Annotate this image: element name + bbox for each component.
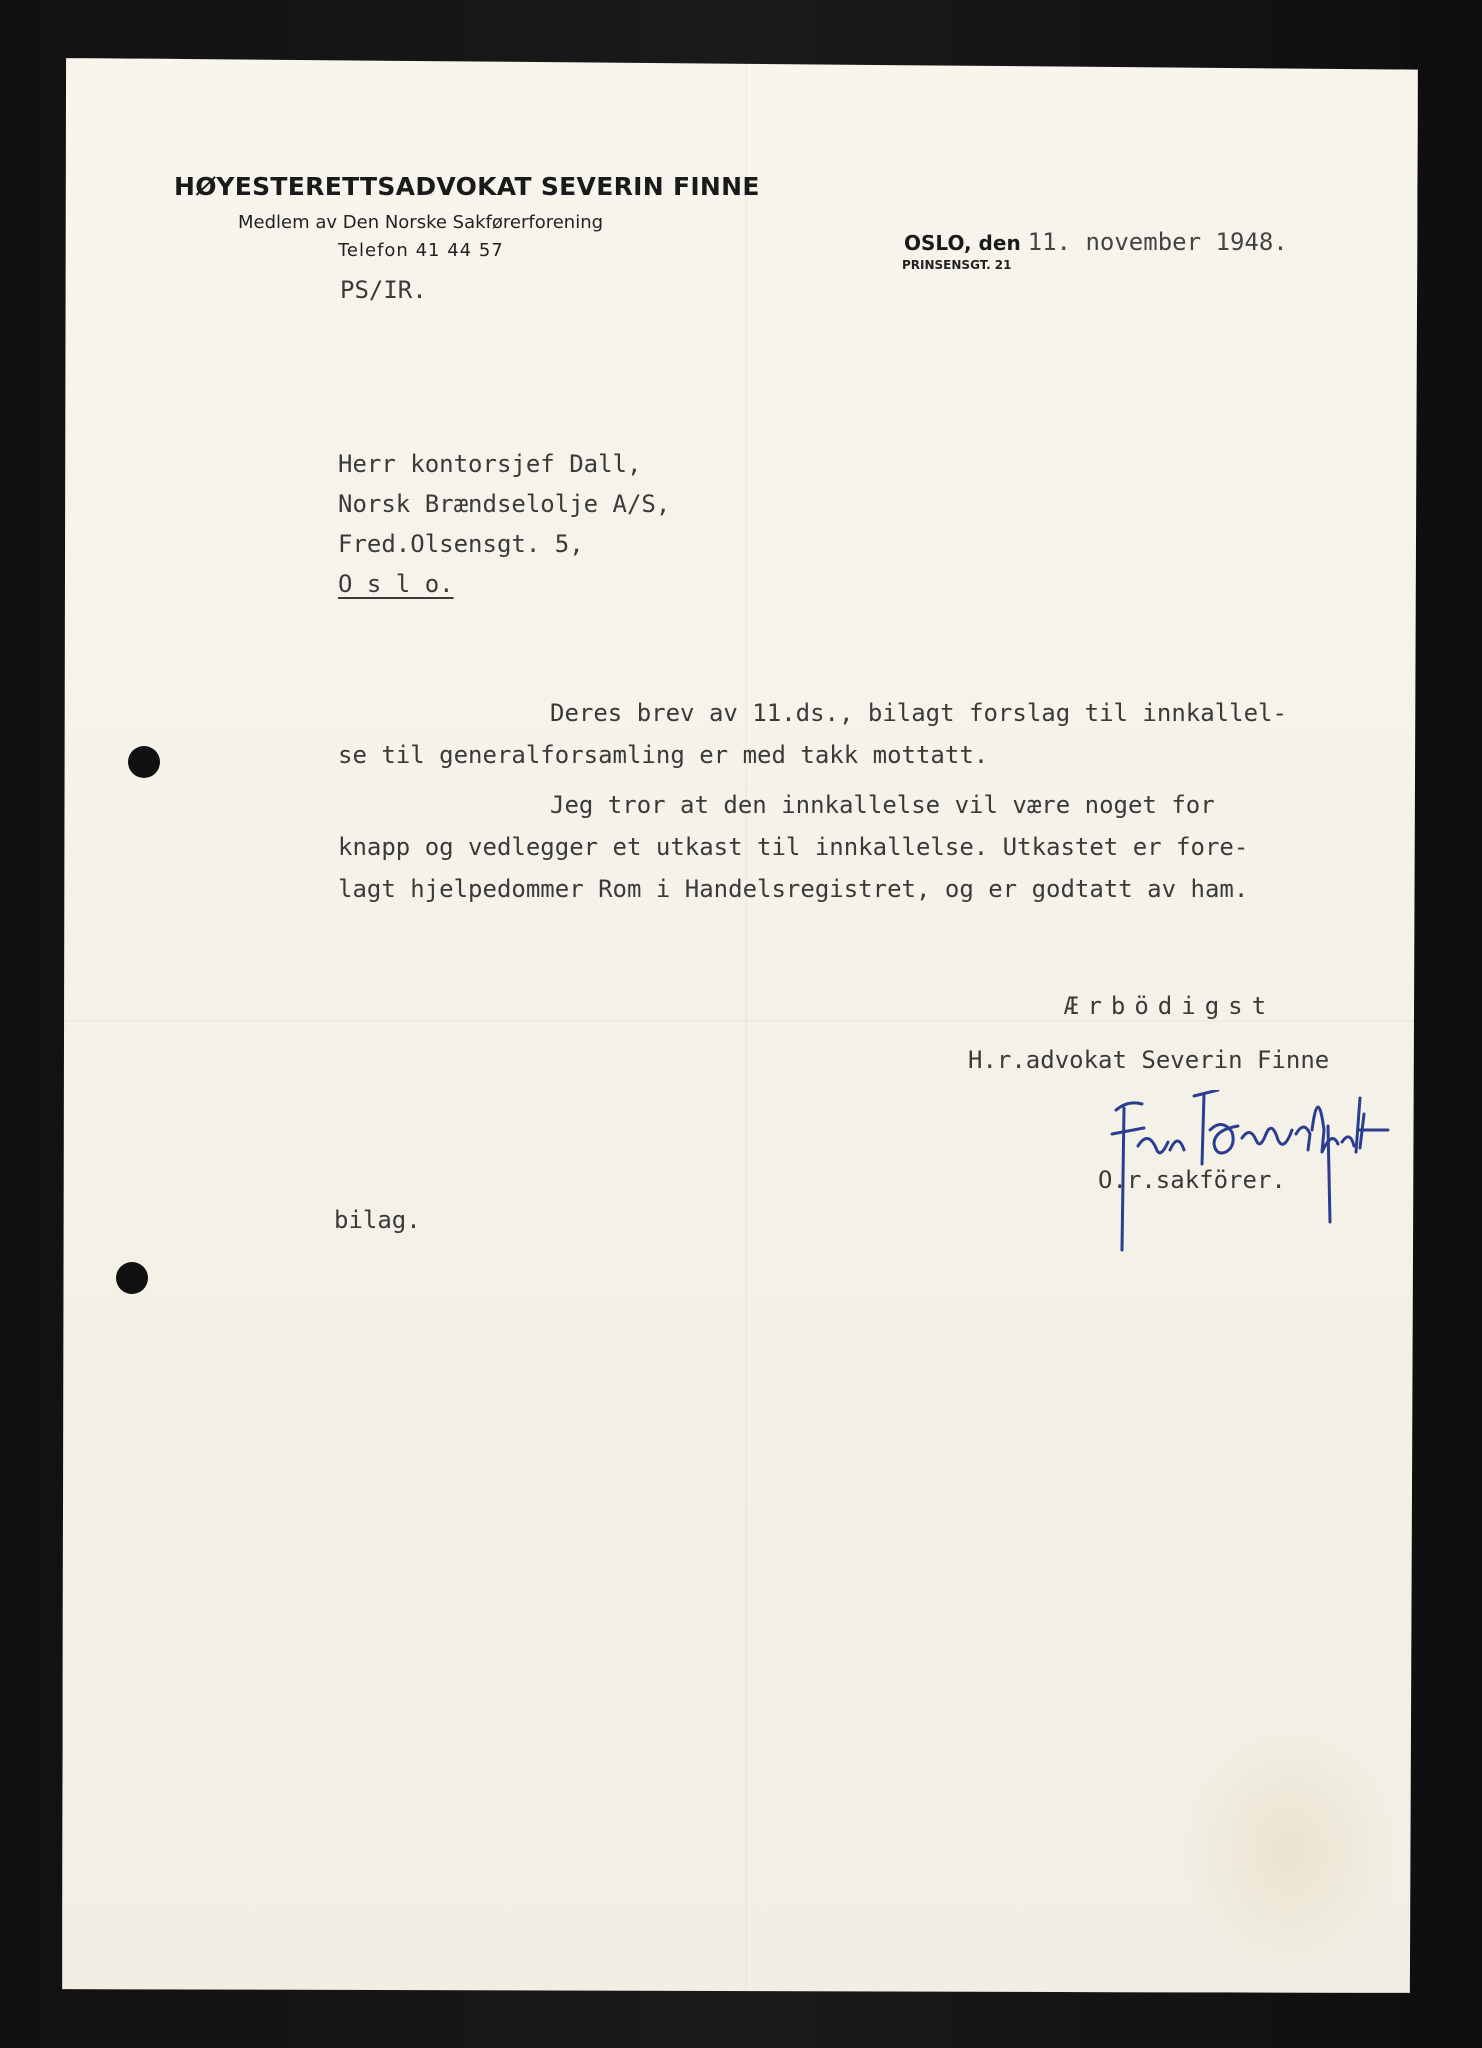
recipient-line: Herr kontorsjef Dall,	[338, 450, 642, 478]
recipient-address	[338, 444, 670, 604]
body-line: lagt hjelpedommer Rom i Handelsregistret, og er godtatt av ham.	[338, 875, 1249, 903]
letter-body	[338, 692, 1287, 910]
letterhead-phone: Telefon 41 44 57	[338, 240, 504, 261]
body-line: Deres brev av 11.ds., bilagt forslag til innkallel-	[550, 699, 1287, 727]
closing-sender: H.r.advokat Severin Finne	[968, 1046, 1330, 1074]
body-line: knapp og vedlegger et utkast til innkallelse. Utkastet er fore-	[338, 833, 1249, 861]
letterhead-title: HØYESTERETTSADVOKAT SEVERIN FINNE	[174, 172, 760, 201]
fold-crease-vertical	[745, 58, 747, 1993]
fold-crease-horizontal	[62, 1020, 1418, 1022]
body-line: Jeg tror at den innkallelse vil være noget for	[550, 791, 1215, 819]
recipient-line: Norsk Brændselolje A/S,	[338, 490, 671, 518]
body-line: se til generalforsamling er med takk mottatt.	[338, 741, 989, 769]
dateline	[904, 228, 1288, 256]
punch-hole-top	[128, 746, 160, 778]
reference-code: PS/IR.	[340, 276, 427, 304]
recipient-line: Fred.Olsensgt. 5,	[338, 530, 584, 558]
letter-sheet	[62, 58, 1418, 1993]
dateline-city: OSLO, den	[904, 231, 1021, 255]
closing-signer-title: O.r.sakförer.	[1098, 1166, 1286, 1194]
paper-stain	[1180, 1720, 1400, 1980]
dateline-street: PRINSENSGT. 21	[902, 258, 1012, 272]
recipient-line: O s l o.	[338, 570, 454, 598]
enclosure-note: bilag.	[334, 1206, 421, 1234]
punch-hole-bottom	[116, 1262, 148, 1294]
dateline-date: 11. november 19	[1027, 228, 1245, 256]
dateline-year: 48.	[1244, 228, 1288, 256]
closing-salutation: Ærbödigst	[1064, 992, 1276, 1020]
letterhead-membership: Medlem av Den Norske Sakførerforening	[238, 212, 604, 233]
